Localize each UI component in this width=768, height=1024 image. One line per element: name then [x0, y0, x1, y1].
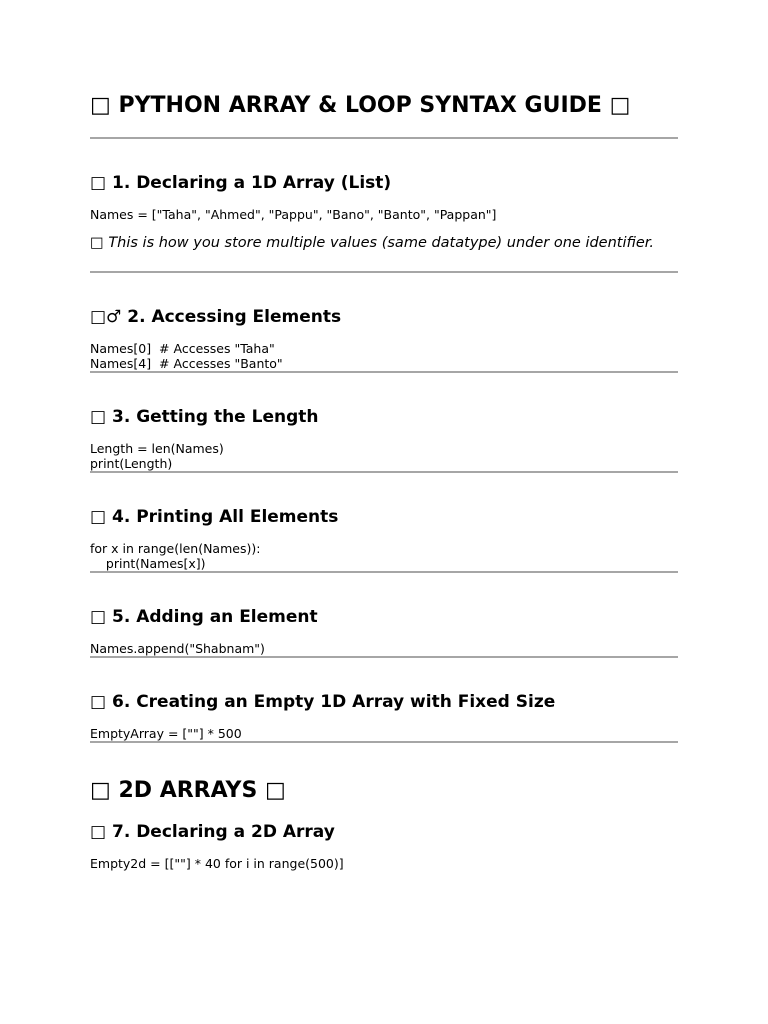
section-heading-2 — [90, 306, 678, 328]
title-right-icon: □ — [609, 93, 631, 118]
title-left-icon: □ — [90, 93, 111, 118]
divider — [90, 571, 678, 573]
section-5-code-line-1: Names.append("Shabnam") — [90, 641, 265, 656]
divider — [90, 137, 678, 139]
section-1-note — [90, 233, 678, 253]
section-3-icon: □ — [90, 407, 107, 427]
divider — [90, 656, 678, 658]
section-2d-arrays-heading — [90, 777, 678, 805]
section-4-heading-text: 4. Printing All Elements — [111, 507, 339, 527]
section-2-code-line-1: Names[0] # Accesses "Taha" — [90, 341, 275, 356]
document-content — [90, 92, 678, 871]
section-2d-left-icon: □ — [90, 778, 111, 803]
section-4-code-line-2: print(Names[x]) — [90, 556, 206, 571]
page-title-text: PYTHON ARRAY & LOOP SYNTAX GUIDE — [118, 93, 602, 118]
divider — [90, 271, 678, 273]
section-3-code-line-1: Length = len(Names) — [90, 441, 224, 456]
section-6-icon: □ — [90, 692, 107, 712]
section-7-icon: □ — [90, 822, 107, 842]
page-title — [90, 92, 678, 120]
section-heading-5 — [90, 606, 678, 628]
section-1-heading-text: 1. Declaring a 1D Array (List) — [111, 173, 392, 193]
section-5-icon: □ — [90, 607, 107, 627]
section-7-heading-text: 7. Declaring a 2D Array — [111, 822, 335, 842]
section-4-code-line-1: for x in range(len(Names)): — [90, 541, 261, 556]
divider — [90, 741, 678, 743]
section-3-heading-text: 3. Getting the Length — [111, 407, 319, 427]
section-heading-1 — [90, 172, 678, 194]
divider — [90, 371, 678, 373]
divider — [90, 471, 678, 473]
section-6-code-line-1: EmptyArray = [""] * 500 — [90, 726, 242, 741]
section-2d-heading-text: 2D ARRAYS — [118, 778, 258, 803]
section-2-icon: □♂ — [90, 307, 122, 327]
note-icon: □ — [90, 235, 104, 251]
section-2-heading-text: 2. Accessing Elements — [127, 307, 342, 327]
section-5-heading-text: 5. Adding an Element — [111, 607, 318, 627]
section-heading-4 — [90, 506, 678, 528]
section-1-note-text: This is how you store multiple values (same datatype) under one identifier. — [108, 235, 655, 251]
section-1-icon: □ — [90, 173, 107, 193]
section-7-code-line-1: Empty2d = [[""] * 40 for i in range(500)] — [90, 856, 344, 871]
section-heading-7 — [90, 821, 678, 843]
section-4-icon: □ — [90, 507, 107, 527]
section-1-code: Names = ["Taha", "Ahmed", "Pappu", "Bano", "Banto", "Pappan"] — [90, 207, 497, 222]
section-3-code-line-2: print(Length) — [90, 456, 173, 471]
section-heading-3 — [90, 406, 678, 428]
section-heading-6 — [90, 691, 678, 713]
section-2-code-line-2: Names[4] # Accesses "Banto" — [90, 356, 283, 371]
section-2d-right-icon: □ — [264, 778, 286, 803]
section-6-heading-text: 6. Creating an Empty 1D Array with Fixed Size — [111, 692, 556, 712]
